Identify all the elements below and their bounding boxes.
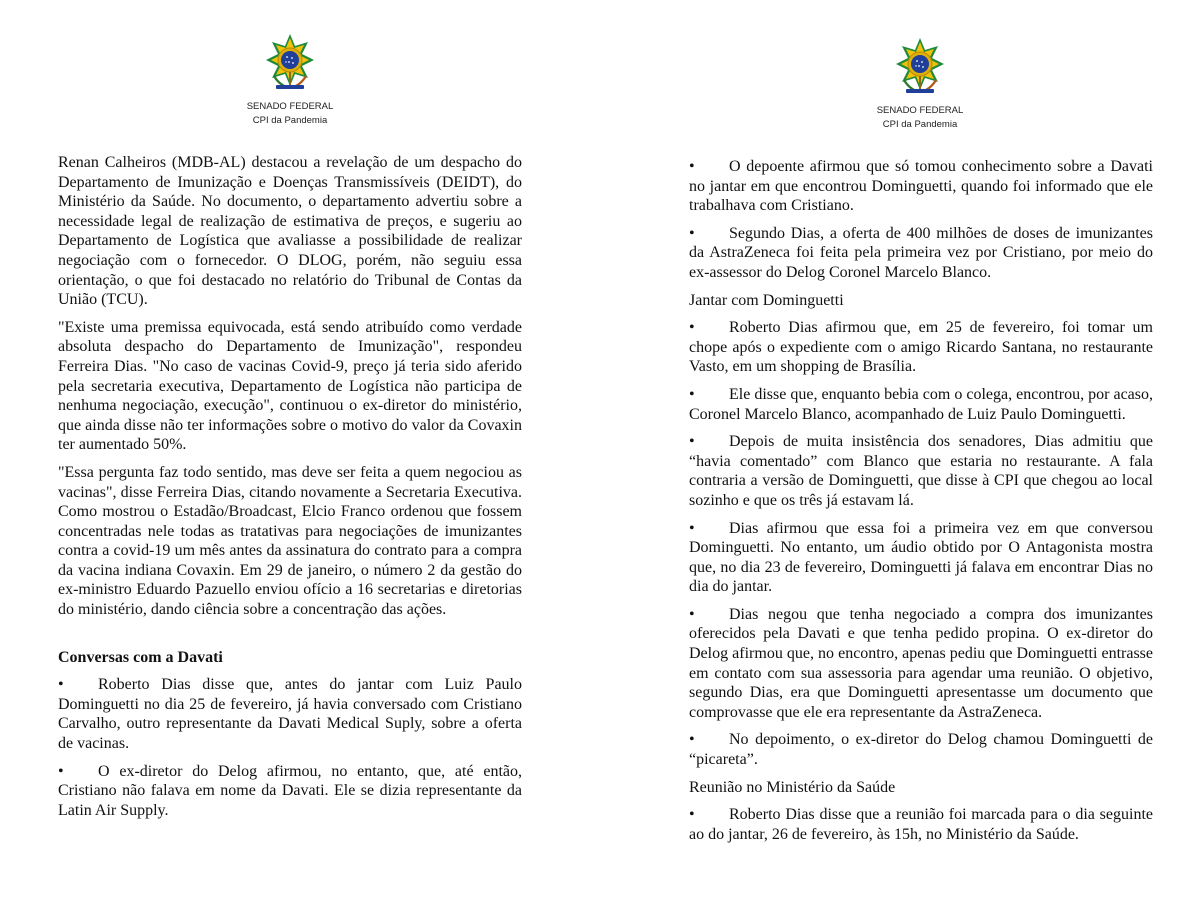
page-header [230,100,350,128]
section-heading: Conversas com a Davati [58,648,223,666]
paragraph: Renan Calheiros (MDB-AL) destacou a revelação de um despacho do Departamento de Imunização e Doenças Transmissíveis (DEIDT), do Ministério da Saúde. No documento, o departamento advertiu sobre a necessidade legal de realização de estimativa de preços, e sugeriu ao Departamento de Logística que avaliasse a possibilidade de realizar negociação com o fornecedor. O DLOG, porém, não seguiu essa orientação, o que foi destacado no relatório do Tribunal de Contas da União (TCU). [58,154,522,309]
page-header [860,104,980,132]
bullet-item [689,519,1153,597]
bullet-item [689,385,1153,424]
bullet-mark: • [689,319,695,337]
bullet-mark: • [689,224,695,242]
bullet-item [689,432,1153,510]
bullet-text: Segundo Dias, a oferta de 400 milhões de doses de imunizantes da AstraZeneca foi feita pela primeira vez por Cristiano, por meio do ex-assessor do Delog Coronel Marcelo Blanco. [689,224,1153,281]
subheading: Jantar com Dominguetti [689,291,844,309]
bullet-text: Roberto Dias disse que, antes do jantar com Luiz Paulo Dominguetti no dia 25 de fevereiro, já havia conversado com Cristiano Carvalho, outro representante da Davati Medical Suply, sobre a oferta de vacinas. [58,676,522,753]
bullet-text: Depois de muita insistência dos senadores, Dias admitiu que “havia comentado” com Blanco que estaria no restaurante. A fala contraria a versão de Dominguetti, que disse à CPI que chegou ao local sozinho e que os três já estavam lá. [689,433,1153,509]
bullet-item [689,224,1153,283]
bullet-text: Roberto Dias disse que a reunião foi marcada para o dia seguinte ao do jantar, 26 de fevereiro, às 15h, no Ministério da Saúde. [689,806,1153,843]
coat-of-arms-icon [264,32,316,92]
bullet-text: Dias negou que tenha negociado a compra dos imunizantes oferecidos pela Davati e que tenha pedido propina. O ex-diretor do Delog afirmou que, no encontro, apenas pediu que Dominguetti entrasse em contato com sua assessoria para agendar uma reunião. O objetivo, segundo Dias, era que Dominguetti apresentasse um documento que comprovasse que ele era representante da AstraZeneca. [689,605,1153,721]
bullet-text: No depoimento, o ex-diretor do Delog chamou Dominguetti de “picareta”. [689,731,1153,769]
bullet-text: Ele disse que, enquanto bebia com o colega, encontrou, por acaso, Coronel Marcelo Blanco, acompanhado de Luiz Paulo Dominguetti. [689,385,1153,423]
header-unit: CPI da Pandemia [252,115,328,126]
bullet-mark: • [689,806,695,824]
left-body-text [58,153,522,828]
right-body-text [689,157,1153,852]
bullet-mark: • [58,676,64,694]
bullet-mark: • [689,385,695,403]
bullet-item [689,730,1153,769]
bullet-item [689,157,1153,216]
bullet-text: Dias afirmou que essa foi a primeira vez em que conversou Dominguetti. No entanto, um áudio obtido por O Antagonista mostra que, no dia 23 de fevereiro, Dominguetti já falava em encontrar Dias no dia do jantar. [689,519,1153,596]
bullet-item [58,675,522,753]
bullet-mark: • [689,433,695,451]
subheading: Reunião no Ministério da Saúde [689,778,896,796]
bullet-mark: • [689,605,695,623]
paragraph: "Essa pergunta faz todo sentido, mas deve ser feita a quem negociou as vacinas", disse Ferreira Dias, citando novamente a Secretaria Executiva. Como mostrou o Estadão/Broadcast, Elcio Franco ordenou que fossem concentradas nele todas as tratativas para negociações de imunizantes contra a covid-19 um mês antes da assinatura do contrato para a compra da vacina indiana Covaxin. Em 29 de janeiro, o número 2 da gestão do ex-ministro Eduardo Pazuello enviou ofício a 16 secretarias e diretorias do ministério, dando ciência sobre a concentração das ações. [58,463,522,619]
bullet-item [689,605,1153,723]
bullet-text: O depoente afirmou que só tomou conhecimento sobre a Davati no jantar em que encontrou Dominguetti, quando foi informado que ele trabalhava com Cristiano. [689,158,1153,215]
bullet-item [58,762,522,821]
coat-of-arms-icon [894,36,946,96]
bullet-mark: • [689,731,695,749]
bullet-text: Roberto Dias afirmou que, em 25 de fevereiro, foi tomar um chope após o expediente com o amigo Ricardo Santana, no restaurante Vasto, em um shopping de Brasília. [689,319,1153,376]
bullet-text: O ex-diretor do Delog afirmou, no entanto, que, até então, Cristiano não falava em nome da Davati. Ele se dizia representante da Latin Air Supply. [58,762,522,819]
bullet-item [689,318,1153,377]
header-org: SENADO FEDERAL [876,105,964,116]
header-unit: CPI da Pandemia [882,119,958,130]
bullet-mark: • [689,158,695,175]
bullet-mark: • [58,762,64,780]
bullet-item [689,805,1153,844]
bullet-mark: • [689,519,695,537]
paragraph: "Existe uma premissa equivocada, está sendo atribuído como verdade absoluta despacho do Departamento de Imunização", respondeu Ferreira Dias. "No caso de vacinas Covid-9, preço já teria sido aferido pela secretaria executiva, Departamento de Logística não participa de nenhuma negociação, execução", continuou o ex-diretor do ministério, que ainda disse não ter informações sobre o motivo do valor da Covaxin ter aumentado 50%. [58,318,522,454]
header-org: SENADO FEDERAL [246,101,334,112]
